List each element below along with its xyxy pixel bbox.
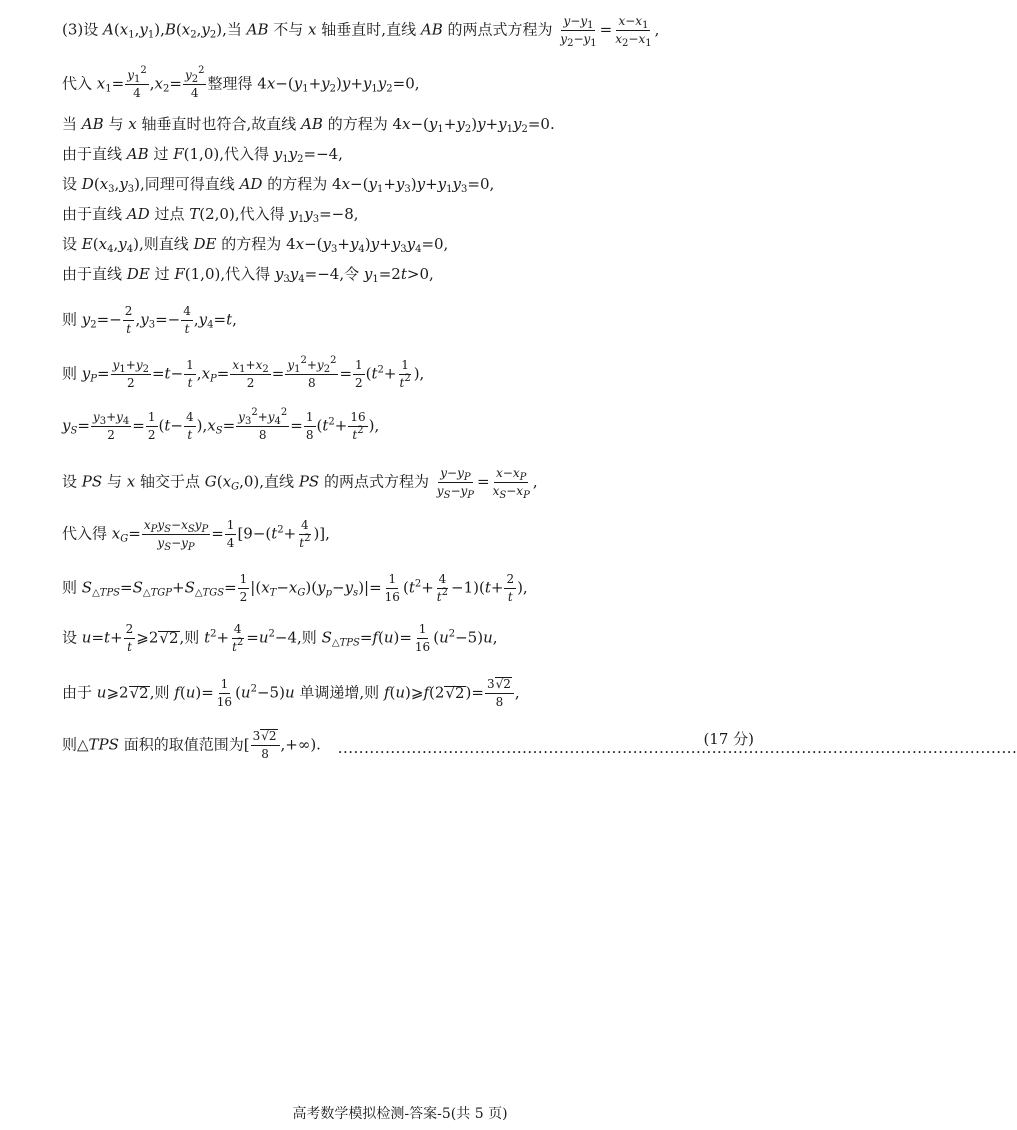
fraction: $\frac{x-x_1}{x_2-x_1}$ bbox=[615, 14, 652, 49]
solution-line-3: 当 AB 与 x 轴垂直时也符合,故直线 AB 的方程为 $4x-(y_1+y_2)y+y_1y_2=0$. bbox=[62, 115, 555, 135]
solution-line-6: 由于直线 AD 过点 T(2,0),代入得 $y_1y_3=-8$, bbox=[62, 205, 359, 225]
fraction: $\frac{x_1+x_2}{2}$ bbox=[232, 358, 269, 390]
solution-line-1: (3)设 $A(x_1,y_1),B(x_2,y_2)$,当 AB 不与 x 轴垂直时,直线 AB 的两点式方程为 $\frac{y-y_1}{y_2-y_1}$ = $\frac{x-x_1}{x_2-x_1}$ , bbox=[62, 14, 660, 49]
solution-line-10: 则 $y_P=$ $\frac{y_1+y_2}{2}$ =t− $\frac{1}{t}$ $,x_P=$ $\frac{x_1+x_2}{2}$ = $\frac{y_1^2+y_2^2}{8}$ = $\frac{1}{2}$ ($t^2+$ $\frac{1}{t^2}$ ), bbox=[62, 355, 425, 390]
fraction: $\frac{y_1^2+y_2^2}{8}$ bbox=[287, 355, 337, 390]
fraction: $\frac{1}{2}$ bbox=[355, 358, 363, 390]
fraction: $\frac{16}{t^2}$ bbox=[350, 410, 366, 442]
fraction: $\frac{1}{t^2}$ bbox=[399, 358, 411, 390]
solution-line-2: 代入 $x_1=$ $\frac{y_1^2}{4}$ $,x_2=$ $\frac{y_2^2}{4}$ 整理得 $4x-(y_1+y_2)y+y_1y_2=0$, bbox=[62, 65, 420, 100]
fraction: $\frac{2}{t}$ bbox=[124, 304, 133, 336]
fraction: $\frac{1}{t}$ bbox=[186, 358, 194, 390]
fraction: $\frac{x_Py_S-x_Sy_P}{y_S-y_P}$ bbox=[143, 518, 209, 553]
fraction: $\frac{1}{8}$ bbox=[305, 410, 314, 442]
fraction: $\frac{1}{2}$ bbox=[147, 410, 156, 442]
solution-line-12: 设 PS 与 x 轴交于点 $G(x_G,0)$,直线 PS 的两点式方程为 $\frac{y-y_P}{y_S-y_P}$ = $\frac{x-x_P}{x_S-x_P}$ , bbox=[62, 466, 538, 501]
fraction: $\frac{1}{2}$ bbox=[239, 572, 248, 604]
fraction: $\frac{y_1+y_2}{2}$ bbox=[112, 358, 149, 390]
fraction: $\frac{y_2^2}{4}$ bbox=[184, 65, 205, 100]
fraction: $\frac{y_1^2}{4}$ bbox=[127, 65, 147, 100]
solution-line-5: 设 $D(x_3,y_3)$,同理可得直线 AD 的方程为 $4x-(y_1+y_3)y+y_1y_3=0$, bbox=[62, 175, 495, 195]
fraction: $\frac{x-x_P}{x_S-x_P}$ bbox=[492, 466, 530, 501]
solution-line-7: 设 $E(x_4,y_4)$,则直线 DE 的方程为 $4x-(y_3+y_4)y+y_3y_4=0$, bbox=[62, 235, 449, 255]
fraction: $\frac{y-y_P}{y_S-y_P}$ bbox=[436, 466, 475, 501]
solution-line-13: 代入得 $x_G=$ $\frac{x_Py_S-x_Sy_P}{y_S-y_P}$ = $\frac{1}{4}$ [$9-(t^2+$ $\frac{4}{t^2}$ )], bbox=[62, 518, 330, 553]
page-footer: 高考数学模拟检测-答案-5(共 5 页) bbox=[292, 1106, 508, 1122]
fraction: $\frac{1}{4}$ bbox=[226, 518, 235, 550]
fraction: $\frac{2}{t}$ bbox=[125, 622, 134, 654]
fraction: $\frac{3√2}{8}$ bbox=[251, 729, 280, 762]
solution-line-8: 由于直线 DE 过 F(1,0),代入得 $y_3y_4=-4$,令 $y_1=2t>0$, bbox=[62, 265, 434, 285]
fraction: $\frac{4}{t^2}$ bbox=[436, 572, 448, 604]
solution-line-15: 设 u=t+ $\frac{2}{t}$ ⩾2√2,则 $t^2+$ $\frac{4}{t^2}$ $=u^2-4$,则 $S_{\triangle TPS}=f(u)=$ $\frac{1}{16}$ $(u^2-5)u$, bbox=[62, 622, 498, 654]
fraction: $\frac{4}{t}$ bbox=[185, 410, 194, 442]
fraction: $\frac{4}{t^2}$ bbox=[299, 518, 311, 550]
fraction: $\frac{1}{16}$ bbox=[216, 677, 233, 709]
score-label: (17 分) bbox=[703, 730, 754, 748]
solution-line-17: 则△TPS 面积的取值范围为[ $\frac{3√2}{8}$ ,+∞). ································································································································· (17 分) bbox=[62, 729, 1017, 761]
fraction: $\frac{y-y_1}{y_2-y_1}$ bbox=[560, 14, 597, 49]
fraction: $\frac{3√2}{8}$ bbox=[485, 677, 514, 710]
fraction: $\frac{1}{16}$ bbox=[414, 622, 431, 654]
fraction: $\frac{y_3^2+y_4^2}{8}$ bbox=[238, 407, 288, 442]
solution-line-9: 则 $y_2=-$ $\frac{2}{t}$ $,y_3=-$ $\frac{4}{t}$ $,y_4=t$, bbox=[62, 304, 237, 336]
solution-line-11: $y_S=$ $\frac{y_3+y_4}{2}$ = $\frac{1}{2}$ (t− $\frac{4}{t}$ )$,x_S=$ $\frac{y_3^2+y_4^2}{8}$ = $\frac{1}{8}$ ($t^2+$ $\frac{16}{t^2}$ ), bbox=[62, 407, 380, 442]
fraction: $\frac{y_3+y_4}{2}$ bbox=[92, 410, 130, 442]
fraction: $\frac{4}{t}$ bbox=[183, 304, 191, 336]
leader-dots: ································································································································· bbox=[337, 743, 1017, 761]
fraction: $\frac{1}{16}$ bbox=[384, 572, 400, 604]
solution-line-14: 则 $S_{\triangle TPS}=S_{\triangle TGP}+S_{\triangle TGS}=$ $\frac{1}{2}$ $|(x_T-x_G)(y_p-y_s)|=$ $\frac{1}{16}$ ($t^2+$ $\frac{4}{t^2}$ −1)(t+ $\frac{2}{t}$ ), bbox=[62, 572, 528, 604]
fraction: $\frac{2}{t}$ bbox=[506, 572, 515, 604]
solution-line-16: 由于 u⩾2√2,则 f(u)= $\frac{1}{16}$ $(u^2-5)u$ 单调递增,则 f(u)⩾f(2√2)= $\frac{3√2}{8}$ , bbox=[62, 677, 520, 709]
solution-line-4: 由于直线 AB 过 F(1,0),代入得 $y_1y_2=-4$, bbox=[62, 145, 343, 165]
fraction: $\frac{4}{t^2}$ bbox=[232, 622, 244, 654]
